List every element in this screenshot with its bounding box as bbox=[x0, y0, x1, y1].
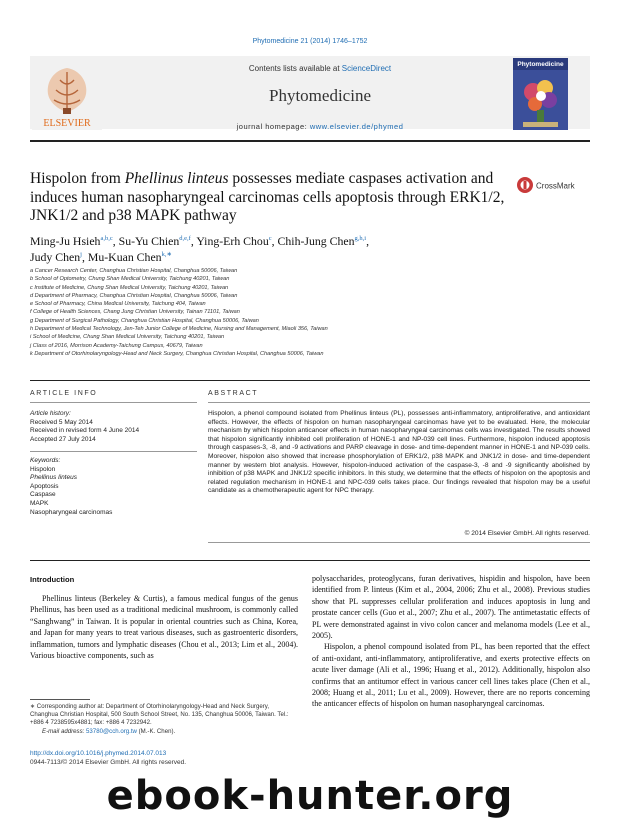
affiliation: f College of Health Sciences, Chang Jung Christian University, Tainan 71101, Taiwan bbox=[30, 309, 240, 316]
author-list: Ming-Ju Hsieh$^{a,b,c}$, Su-Yu Chien$^{d,e,f}$, Ying-Erh Chou$^c$, Chih-Jung Chen$^{g,h,i}$, Judy Chen$^j$, Mu-Kuan Chen$^{k,∗}$ bbox=[30, 234, 370, 264]
keywords-heading: Keywords: bbox=[30, 457, 61, 464]
watermark: ebook-hunter.org bbox=[106, 773, 514, 819]
affiliation: e School of Pharmacy, China Medical University, Taichung 404, Taiwan bbox=[30, 301, 206, 308]
article-title: Hispolon from Phellinus linteus possesses mediate caspases activation and induces human nasopharyngeal carcinomas cells apoptosis through ERK1/2, JNK1/2 and p38 MAPK pathway bbox=[30, 170, 505, 224]
author[interactable]: Ying-Erh Chou$^c$ bbox=[196, 234, 272, 248]
author[interactable]: Chih-Jung Chen$^{g,h,i}$ bbox=[277, 234, 367, 248]
keyword: Nasopharyngeal carcinomas bbox=[30, 508, 113, 516]
author[interactable]: Mu-Kuan Chen$^{k,∗}$ bbox=[87, 250, 172, 264]
doi-block bbox=[30, 750, 186, 767]
corresponding-author-footnote bbox=[30, 703, 298, 736]
elsevier-wordmark: ELSEVIER bbox=[43, 118, 91, 129]
header-rule bbox=[30, 140, 590, 142]
section-heading-introduction: Introduction bbox=[30, 575, 75, 584]
affiliation: a Cancer Research Center, Changhua Christian Hospital, Changhua 50006, Taiwan bbox=[30, 268, 238, 274]
journal-name: Phytomedicine bbox=[269, 86, 371, 105]
body-column-right bbox=[312, 573, 590, 710]
copyright: © 2014 Elsevier GmbH. All rights reserved. bbox=[464, 530, 590, 537]
history-entry: Received in revised form 4 June 2014 bbox=[30, 427, 140, 435]
paragraph: Phellinus linteus (Berkeley & Curtis), a famous medical fungus of the genus Phellinus, has been used as a traditional medicinal mushroom, is commonly called “Sanghwang” in Taiwan. It is popular in oriental countries such as China, Korea, and Japan for many years to treat various diseases, such as gastroenteric disorders, inflammation, tumors and lymphatic diseases (Chou et al., 2013; Lim et al., 2004). Various bioactive components, such as bbox=[30, 594, 298, 661]
body-column-left bbox=[30, 593, 298, 661]
history-entry: Accepted 27 July 2014 bbox=[30, 435, 96, 443]
article-info-heading: ARTICLE INFO bbox=[30, 390, 98, 397]
journal-cover-image bbox=[513, 58, 568, 130]
issn-line: 0944-7113/© 2014 Elsevier GmbH. All rights reserved. bbox=[30, 758, 187, 766]
affiliation: k Department of Otorhinolaryngology-Head and Neck Surgery, Changhua Christian Hospital, Changhua 50006, Taiwan bbox=[30, 350, 324, 357]
abstract-heading: ABSTRACT bbox=[208, 390, 259, 397]
cover-title: Phytomedicine bbox=[517, 61, 564, 68]
section-rule bbox=[30, 560, 590, 561]
email-link[interactable]: 53780@cch.org.tw bbox=[86, 727, 137, 735]
paragraph: Hispolon, a phenol compound isolated from PL, has been reported that the effect of anti-oxidant, anti-inflammatory, antiproliferative, and exerts protective effects on acute liver damage (Ali et al., 1996; Huang et al., 2012). Additionally, hispolon also confirms that an antitumor effect in various cancer cell lines takes place (Chen et al., 2008; Huang et al., 2011; Lu et al., 2009). However, there are no reports concerning the anticancer effects of hispolon on human nasopharyngeal carcinomas. bbox=[312, 642, 590, 709]
keyword: Caspase bbox=[30, 491, 56, 499]
history-heading: Article history: bbox=[30, 410, 71, 417]
author[interactable]: Su-Yu Chien$^{d,e,f}$ bbox=[118, 234, 191, 248]
keyword: Hispolon bbox=[30, 465, 56, 473]
affiliation: i School of Medicine, Chung Shan Medical University, Taichung 40201, Taiwan bbox=[30, 334, 225, 341]
affiliation: d Department of Pharmacy, Changhua Christian Hospital, Changhua 50006, Taiwan bbox=[30, 292, 238, 299]
history-entry: Received 5 May 2014 bbox=[30, 418, 93, 426]
homepage-prefix: journal homepage: bbox=[236, 122, 310, 131]
divider bbox=[208, 542, 590, 543]
crossmark-label: CrossMark bbox=[536, 181, 575, 191]
divider bbox=[30, 451, 197, 452]
journal-citation[interactable]: Phytomedicine 21 (2014) 1746–1752 bbox=[252, 38, 368, 45]
affiliation: h Department of Medical Technology, Jen-Teh Junior College of Medicine, Nursing and Management, Miaoli 356, Taiwan bbox=[30, 326, 328, 333]
author[interactable]: Judy Chen$^j$ bbox=[30, 250, 82, 264]
contents-line bbox=[150, 64, 490, 73]
keyword: MAPK bbox=[30, 499, 49, 507]
affiliation: j Class of 2016, Morrison Academy-Taichung Campus, 40679, Taiwan bbox=[30, 342, 203, 349]
section-rule bbox=[30, 380, 590, 381]
elsevier-logo bbox=[32, 60, 102, 130]
keyword: Apoptosis bbox=[30, 482, 59, 490]
journal-homepage bbox=[150, 122, 490, 131]
corresponding-text: ∗ Corresponding author at: Department of Otorhinolaryngology-Head and Neck Surgery, Changhua Christian Hospital, 500 South School Street, No. 135, Changhua 50006, Taiwan. Tel.: +886 4 7238595x4881; fax: +886 4 7232942. bbox=[30, 703, 289, 727]
homepage-link[interactable]: www.elsevier.de/phymed bbox=[309, 122, 404, 131]
crossmark-badge[interactable] bbox=[516, 176, 590, 194]
footnote-rule bbox=[30, 699, 90, 700]
keyword: Phellinus linteus bbox=[30, 474, 77, 482]
divider bbox=[30, 402, 197, 403]
email-line: E-mail address: 53780@cch.org.tw (M.-K. Chen). bbox=[42, 727, 176, 735]
abstract-text: Hispolon, a phenol compound isolated from Phellinus linteus (PL), possesses anti-inflammatory, antiproliferative, and antioxidant effects. However, the effects of hispolon on human nasopharyngeal carcinomas have yet to be evaluated. Here, the molecular mechanism by which hispolon anticancer effects in human nasopharyngeal carcinomas cells was investigated. The results showed that hispolon significantly inhibited cell proliferation of HONE-1 and NP-039 cell lines. Furthermore, hispolon induced apoptosis through caspases-3, -8, and -9 activations and PARP cleavage in dose- and time-dependent manner in HONE-1 and NP-039 cells. Moreover, hispolon also showed that increase phosphorylation of ERK1/2, p38 MAPK and JNK1/2 in dose- and time-dependent manner by western blot analysis. However, hispolon-induced activation of the caspase-3, -8 and -9 significantly abolished by inhibition of p38 MAPK and JNK1/2 specific inhibitors. In this study, we determine that the effects of hispolon on the apoptosis and related regulation mechanism in HONE-1 and NPC-039 cells takes place. Our findings revealed that hispolon may be a useful candidate as a chemotherapeutic agent for NPC therapy. bbox=[208, 410, 590, 495]
keywords bbox=[30, 457, 197, 517]
article-history bbox=[30, 410, 197, 444]
author[interactable]: Ming-Ju Hsieh$^{a,b,c}$ bbox=[30, 234, 113, 248]
doi-link[interactable]: http://dx.doi.org/10.1016/j.phymed.2014.07.013 bbox=[30, 750, 167, 757]
affiliation: b School of Optometry, Chung Shan Medical University, Taichung 40201, Taiwan bbox=[30, 276, 230, 283]
affiliations bbox=[30, 267, 590, 358]
paragraph: polysaccharides, proteoglycans, furan derivatives, hispidin and hispolon, have been identified from P. linteus (Kim et al., 2004, 2006; Zhu et al., 2008). Previous studies show that PL suppresses cellular proliferation and induces apoptosis in lung and prostate cancer cells (Guo et al., 2007; Zhu et al., 2007). The antimetastatic effects of PL were demonstrated against in vivo colon cancer and melanoma models (Lee et al., 2005). bbox=[312, 574, 590, 641]
sciencedirect-link[interactable]: ScienceDirect bbox=[341, 64, 392, 73]
affiliation: c Institute of Medicine, Chung Shan Medical University, Taichung 40201, Taiwan bbox=[30, 284, 229, 291]
divider bbox=[208, 402, 590, 403]
contents-prefix: Contents lists available at bbox=[248, 64, 342, 73]
affiliation: g Department of Surgical Pathology, Changhua Christian Hospital, Changhua 50006, Taiwan bbox=[30, 317, 259, 324]
